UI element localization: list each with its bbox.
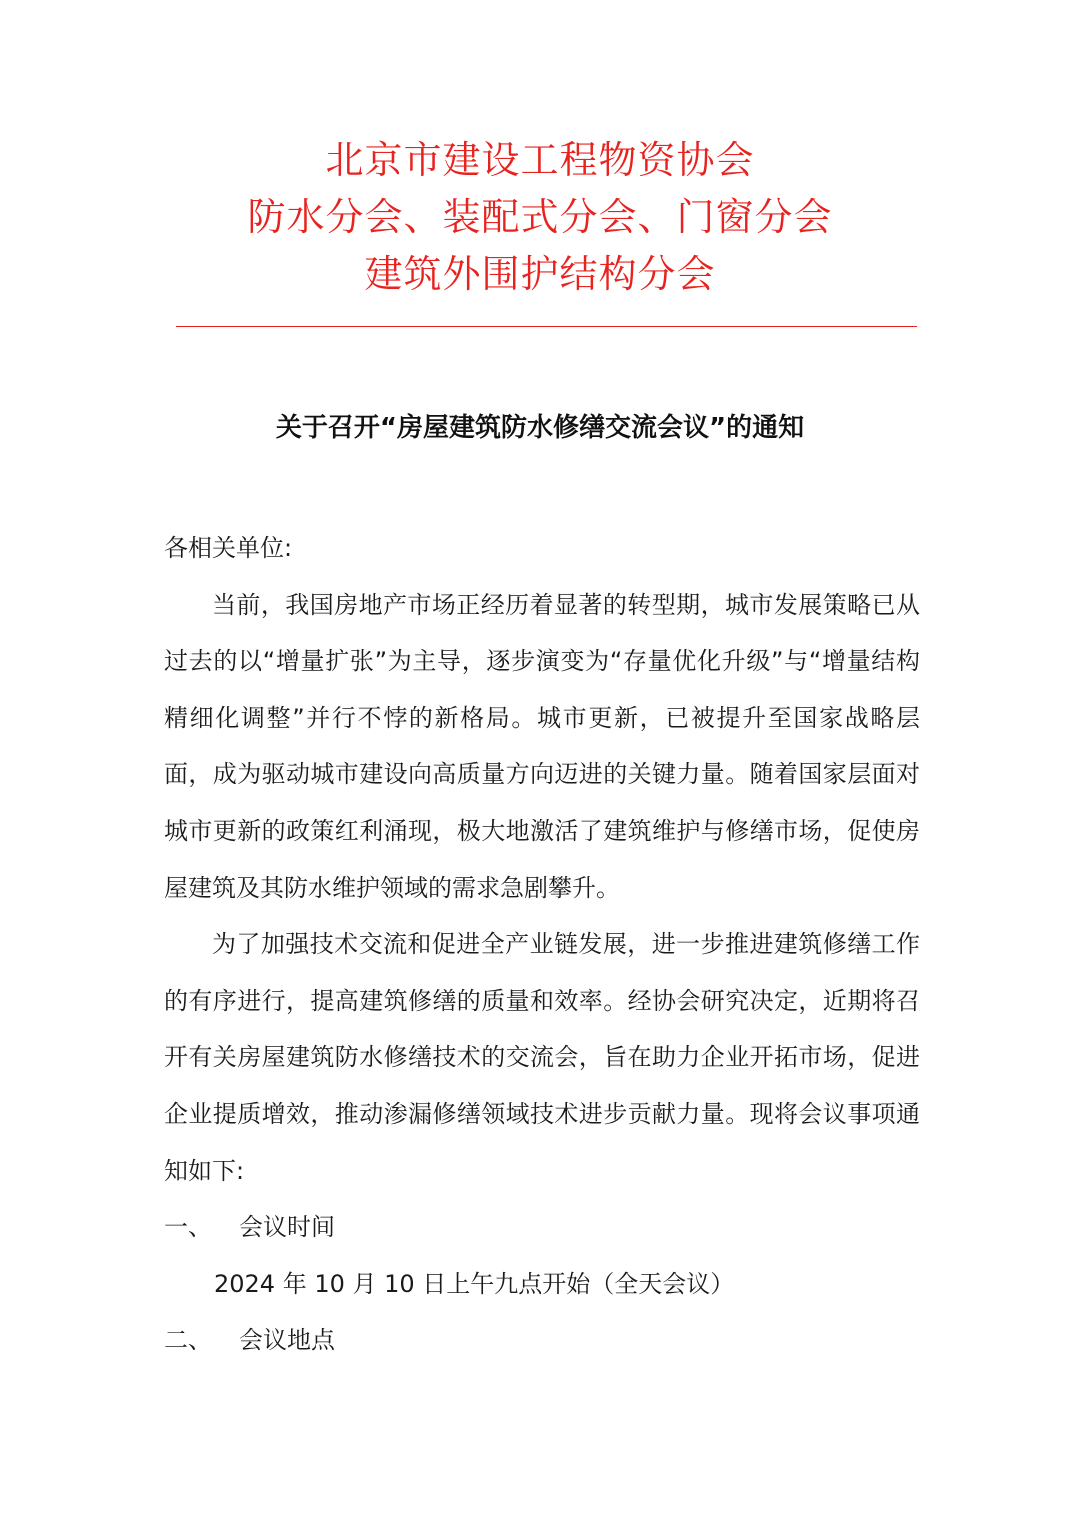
section-title: 会议时间 [239,1213,335,1242]
paragraph-1: 当前，我国房地产市场正经历着显著的转型期，城市发展策略已从过去的以“增量扩张”为主导，逐步演变为“存量优化升级”与“增量结构精细化调整”并行不悖的新格局。城市更新，已被提升至国家战略层面，成为驱动城市建设向高质量方向迈进的关键力量。随着国家层面对城市更新的政策红利涌现，极大地激活了建筑维护与修缮市场，促使房屋建筑及其防水维护领域的需求急剧攀升。 [164,590,920,902]
letterhead [0,132,1080,303]
notice-title: 关于召开“房屋建筑防水修缮交流会议”的通知 [275,413,805,443]
salutation: 各相关单位: [164,534,293,562]
letterhead-line-2: 防水分会、装配式分会、门窗分会 [247,195,833,239]
red-divider [176,326,917,327]
letterhead-line-1: 北京市建设工程物资协会 [325,138,755,182]
section-heading-1 [164,1199,920,1256]
section-heading-2 [164,1312,920,1369]
section-number: 二、 [164,1326,212,1355]
section-content-1: 2024 年 10 月 10 日上午九点开始（全天会议） [214,1269,735,1298]
paragraph-2: 为了加强技术交流和促进全产业链发展，进一步推进建筑修缮工作的有序进行，提高建筑修缮的质量和效率。经协会研究决定，近期将召开有关房屋建筑防水修缮技术的交流会，旨在助力企业开拓市场，促进企业提质增效，推动渗漏修缮领域技术进步贡献力量。现将会议事项通知如下: [164,930,920,1185]
section-title: 会议地点 [239,1326,335,1355]
section-number: 一、 [164,1213,212,1242]
letterhead-line-3: 建筑外围护结构分会 [364,252,716,296]
notice-body [164,520,920,1369]
